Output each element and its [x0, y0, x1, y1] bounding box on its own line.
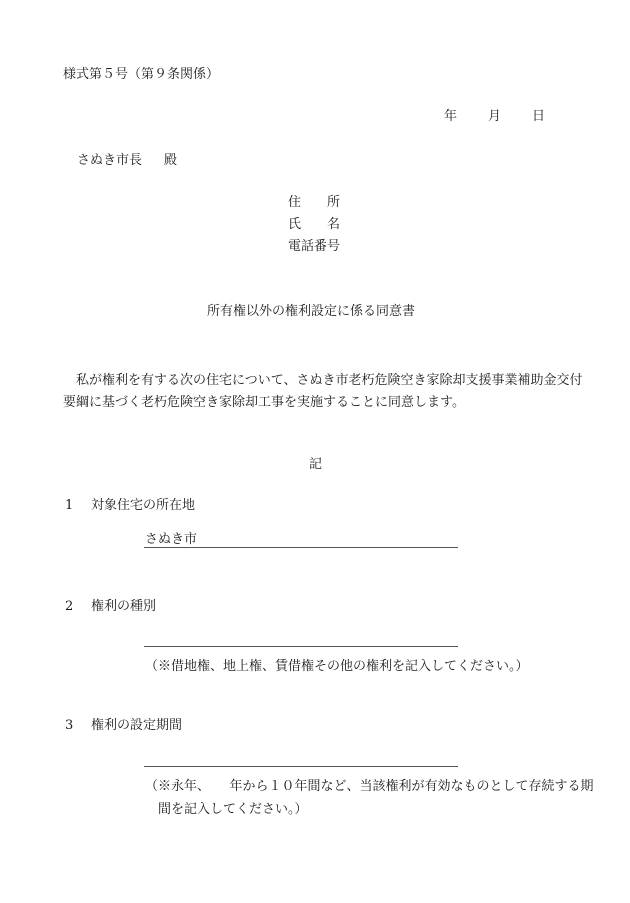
name-label — [288, 218, 340, 240]
section-2-heading — [65, 600, 156, 613]
ki-heading: 記 — [309, 457, 323, 472]
section-3-underline[interactable] — [144, 766, 458, 767]
address-label-char-2: 所 — [326, 195, 340, 210]
section-3-number: 3 — [65, 718, 74, 733]
consent-statement: 私が権利を有する次の住宅について、さぬき市老朽危険空き家除却支援事業補助金交付要綱に基づく老朽危険空き家除却工事を実施することに同意します。 — [63, 373, 583, 410]
section-2-title: 権利の種別 — [91, 599, 157, 614]
section-3-note: （※永年、 年から１０年間など、当該権利が有効なものとして存続する期間を記入してください。） — [145, 779, 594, 817]
section-1-underline — [144, 547, 458, 548]
phone-row — [288, 240, 340, 262]
section-2-number: 2 — [65, 599, 74, 614]
section-3-heading — [65, 719, 182, 732]
document-title: 所有権以外の権利設定に係る同意書 — [207, 304, 416, 319]
applicant-block — [288, 196, 340, 262]
section-2-underline[interactable] — [144, 646, 458, 647]
phone-label: 電話番号 — [288, 239, 341, 254]
section-3-title: 権利の設定期間 — [91, 718, 183, 733]
section-2-note: （※借地権、地上権、賃借権その他の権利を記入してください。） — [145, 659, 529, 674]
date-year-label: 年 — [444, 109, 458, 124]
section-1-heading — [65, 499, 195, 512]
name-label-char-1: 氏 — [288, 217, 302, 232]
addressee — [77, 154, 177, 167]
date-month-label: 月 — [488, 109, 502, 124]
address-label — [288, 196, 340, 218]
name-row — [288, 218, 340, 240]
date-line — [444, 110, 545, 123]
date-day-label: 日 — [532, 109, 546, 124]
form-number: 様式第５号（第９条関係） — [63, 67, 220, 82]
section-1-title: 対象住宅の所在地 — [91, 498, 196, 513]
address-label-char-1: 住 — [288, 195, 302, 210]
section-1-location-value[interactable]: さぬき市 — [145, 532, 198, 547]
section-1-number: 1 — [65, 498, 74, 513]
addressee-name: さぬき市長 — [77, 153, 143, 168]
addressee-honorific: 殿 — [164, 153, 178, 168]
address-row — [288, 196, 340, 218]
name-label-char-2: 名 — [326, 217, 340, 232]
